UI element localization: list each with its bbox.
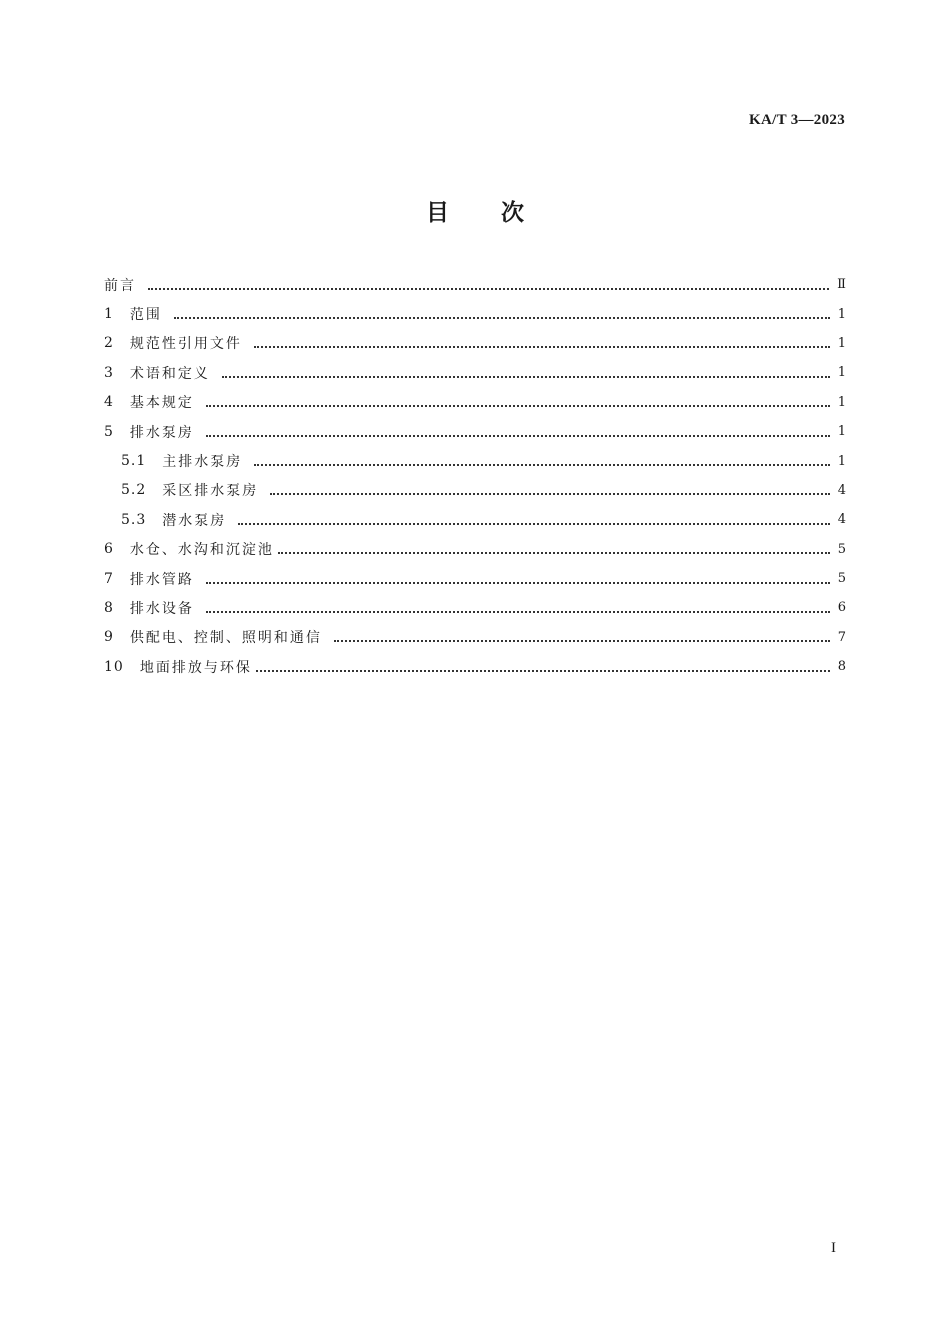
toc-entry-page: 7	[837, 629, 846, 645]
table-of-contents	[104, 270, 846, 681]
toc-entry-label: 规范性引用文件	[129, 336, 242, 353]
toc-entry-9[interactable]	[104, 623, 846, 652]
toc-entry-page: 1	[837, 394, 846, 410]
toc-entry-4[interactable]	[104, 388, 846, 417]
toc-entry-5[interactable]	[104, 417, 846, 446]
toc-entry-page: 1	[837, 365, 846, 381]
toc-entry-page: 6	[837, 600, 846, 616]
toc-entry-label: 潜水泵房	[162, 512, 227, 529]
toc-entry-number: 4	[104, 394, 114, 411]
toc-leader-dots	[222, 376, 830, 378]
toc-leader-dots	[206, 611, 830, 613]
toc-leader-dots	[174, 317, 830, 319]
toc-entry-label: 基本规定	[129, 395, 194, 412]
toc-entry-label: 地面排放与环保	[139, 659, 252, 676]
page-number: I	[831, 1240, 836, 1256]
toc-entry-number: 6	[104, 541, 114, 558]
toc-entry-3[interactable]	[104, 358, 846, 387]
toc-entry-label: 主排水泵房	[162, 454, 243, 471]
toc-leader-dots	[206, 582, 830, 584]
toc-entry-number: 9	[104, 629, 114, 646]
toc-entry-page: 5	[837, 571, 846, 587]
toc-entry-label: 水仓、水沟和沉淀池	[129, 542, 274, 559]
toc-entry-2[interactable]	[104, 329, 846, 358]
toc-entry-number: 8	[104, 599, 114, 616]
toc-entry-label: 供配电、控制、照明和通信	[129, 630, 322, 647]
toc-entry-page: 1	[837, 335, 846, 351]
toc-entry-page: 4	[837, 512, 846, 528]
toc-leader-dots	[334, 640, 830, 642]
toc-entry-page: 1	[837, 306, 846, 322]
toc-entry-8[interactable]	[104, 593, 846, 622]
toc-entry-label: 术语和定义	[129, 365, 210, 382]
toc-leader-dots	[238, 523, 829, 525]
toc-entry-number: 5.3	[121, 511, 147, 528]
standard-code: KA/T 3—2023	[749, 112, 845, 128]
toc-entry-number: 5.1	[121, 453, 147, 470]
toc-leader-dots	[270, 493, 829, 495]
toc-leader-dots	[206, 405, 830, 407]
toc-entry-label: 排水设备	[129, 600, 194, 617]
toc-leader-dots	[206, 435, 830, 437]
toc-leader-dots	[256, 670, 830, 672]
toc-entry-number: 2	[104, 335, 114, 352]
toc-entry-1[interactable]	[104, 299, 846, 328]
toc-entry-page: 8	[837, 659, 846, 675]
toc-entry-page: 4	[837, 482, 846, 498]
toc-entry-number: 5	[104, 423, 114, 440]
toc-entry-7[interactable]	[104, 564, 846, 593]
toc-entry-number: 5.2	[121, 482, 147, 499]
toc-entry-number: 1	[104, 306, 114, 323]
toc-entry-label: 排水泵房	[129, 424, 194, 441]
toc-leader-dots	[254, 346, 830, 348]
toc-entry-number: 7	[104, 570, 114, 587]
toc-entry-label: 前言	[104, 277, 136, 294]
toc-entry-number: 3	[104, 364, 114, 381]
toc-entry-page: 5	[837, 541, 846, 557]
toc-leader-dots	[254, 464, 829, 466]
toc-leader-dots	[148, 288, 829, 290]
toc-entry-foreword[interactable]	[104, 270, 846, 299]
toc-entry-5-2[interactable]	[104, 476, 846, 505]
toc-entry-6[interactable]	[104, 535, 846, 564]
toc-entry-label: 范围	[129, 307, 162, 324]
toc-entry-label: 采区排水泵房	[162, 483, 259, 500]
toc-entry-page: Ⅱ	[837, 277, 846, 293]
toc-entry-5-1[interactable]	[104, 446, 846, 475]
toc-entry-page: 1	[837, 453, 846, 469]
toc-entry-5-3[interactable]	[104, 505, 846, 534]
page-title: 目次	[426, 200, 576, 226]
toc-entry-label: 排水管路	[129, 571, 194, 588]
toc-entry-number: 10	[104, 658, 124, 675]
toc-entry-10[interactable]	[104, 652, 846, 681]
toc-entry-page: 1	[837, 424, 846, 440]
toc-leader-dots	[278, 552, 830, 554]
